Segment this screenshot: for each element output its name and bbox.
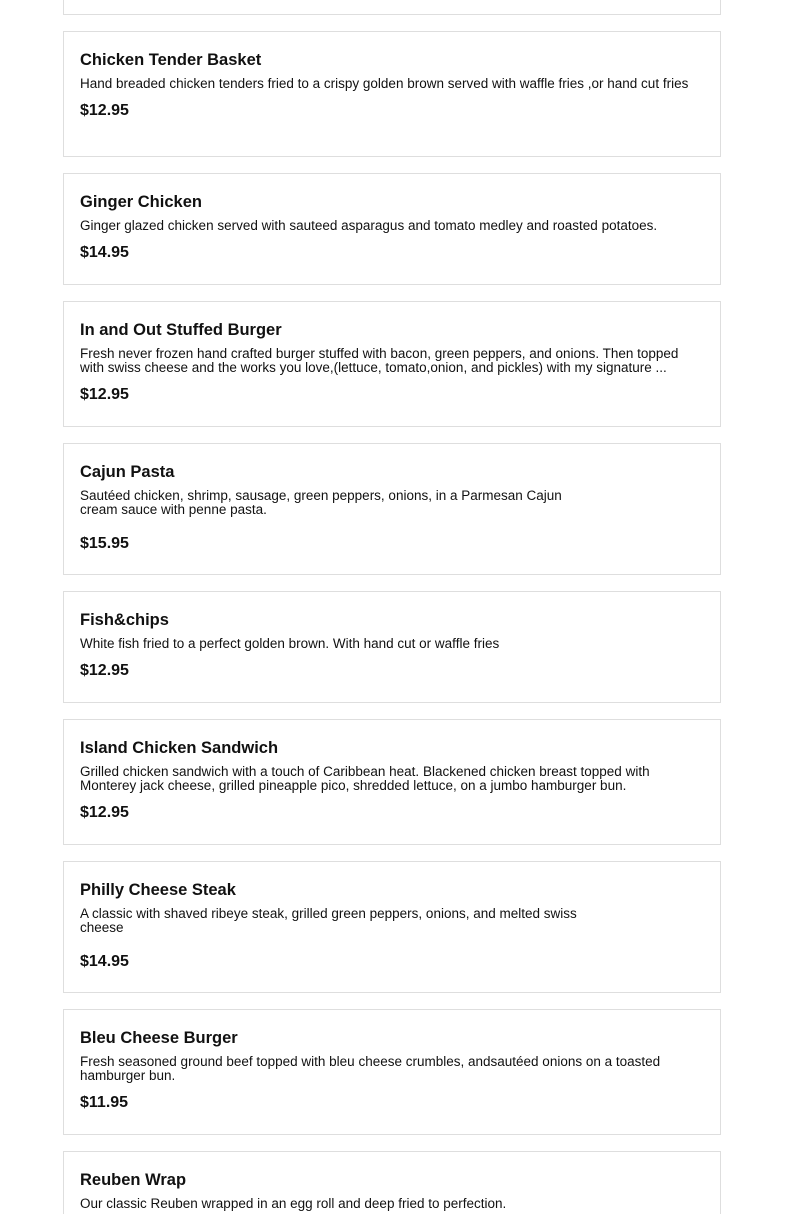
item-name: Philly Cheese Steak — [80, 881, 236, 899]
item-description: Grilled chicken sandwich with a touch of Caribbean heat. Blackened chicken breast topped with Monterey jack cheese, grilled pineapple pico, shredded lettuce, on a jumbo hamburger bun. — [80, 764, 650, 793]
item-description: Ginger glazed chicken served with sauteed asparagus and tomato medley and roasted potatoes. — [80, 218, 658, 233]
menu-item-card[interactable] — [63, 173, 721, 285]
item-name: Ginger Chicken — [80, 193, 202, 211]
menu-item-card[interactable] — [63, 591, 721, 703]
menu-item-card[interactable] — [63, 31, 721, 157]
menu-item-card[interactable] — [63, 1151, 721, 1214]
item-name: Fish&chips — [80, 611, 169, 629]
item-name: Reuben Wrap — [80, 1171, 187, 1189]
menu-item-card[interactable] — [63, 443, 721, 575]
item-description: Sautéed chicken, shrimp, sausage, green peppers, onions, in a Parmesan Cajun cream sauce with penne pasta. — [80, 488, 562, 517]
item-price: $15.95 — [80, 535, 129, 552]
item-price: $14.95 — [80, 953, 129, 970]
menu-item-card[interactable] — [63, 861, 721, 993]
item-price: $14.95 — [80, 244, 129, 261]
item-name: Bleu Cheese Burger — [80, 1029, 238, 1047]
item-description: Fresh never frozen hand crafted burger stuffed with bacon, green peppers, and onions. Then topped with swiss cheese and the works you love,(lettuce, tomato,onion, and pickles) with my signature ... — [80, 346, 679, 375]
item-price: $12.95 — [80, 662, 129, 679]
item-description: Our classic Reuben wrapped in an egg roll and deep fried to perfection. — [80, 1196, 507, 1211]
menu-item-card[interactable] — [63, 719, 721, 845]
menu-item-card-partial[interactable] — [63, 0, 721, 15]
item-description: White fish fried to a perfect golden brown. With hand cut or waffle fries — [80, 636, 500, 651]
menu-item-card[interactable] — [63, 301, 721, 427]
menu-item-card[interactable] — [63, 1009, 721, 1135]
item-description: A classic with shaved ribeye steak, grilled green peppers, onions, and melted swiss cheese — [80, 906, 577, 935]
item-name: Chicken Tender Basket — [80, 51, 262, 69]
item-name: In and Out Stuffed Burger — [80, 321, 282, 339]
item-price: $12.95 — [80, 804, 129, 821]
item-price: $12.95 — [80, 102, 129, 119]
item-name: Cajun Pasta — [80, 463, 175, 481]
item-name: Island Chicken Sandwich — [80, 739, 279, 757]
item-description: Hand breaded chicken tenders fried to a crispy golden brown served with waffle fries ,or hand cut fries — [80, 76, 689, 91]
item-price: $12.95 — [80, 386, 129, 403]
item-description: Fresh seasoned ground beef topped with bleu cheese crumbles, andsautéed onions on a toasted hamburger bun. — [80, 1054, 661, 1083]
item-price: $11.95 — [80, 1094, 129, 1111]
